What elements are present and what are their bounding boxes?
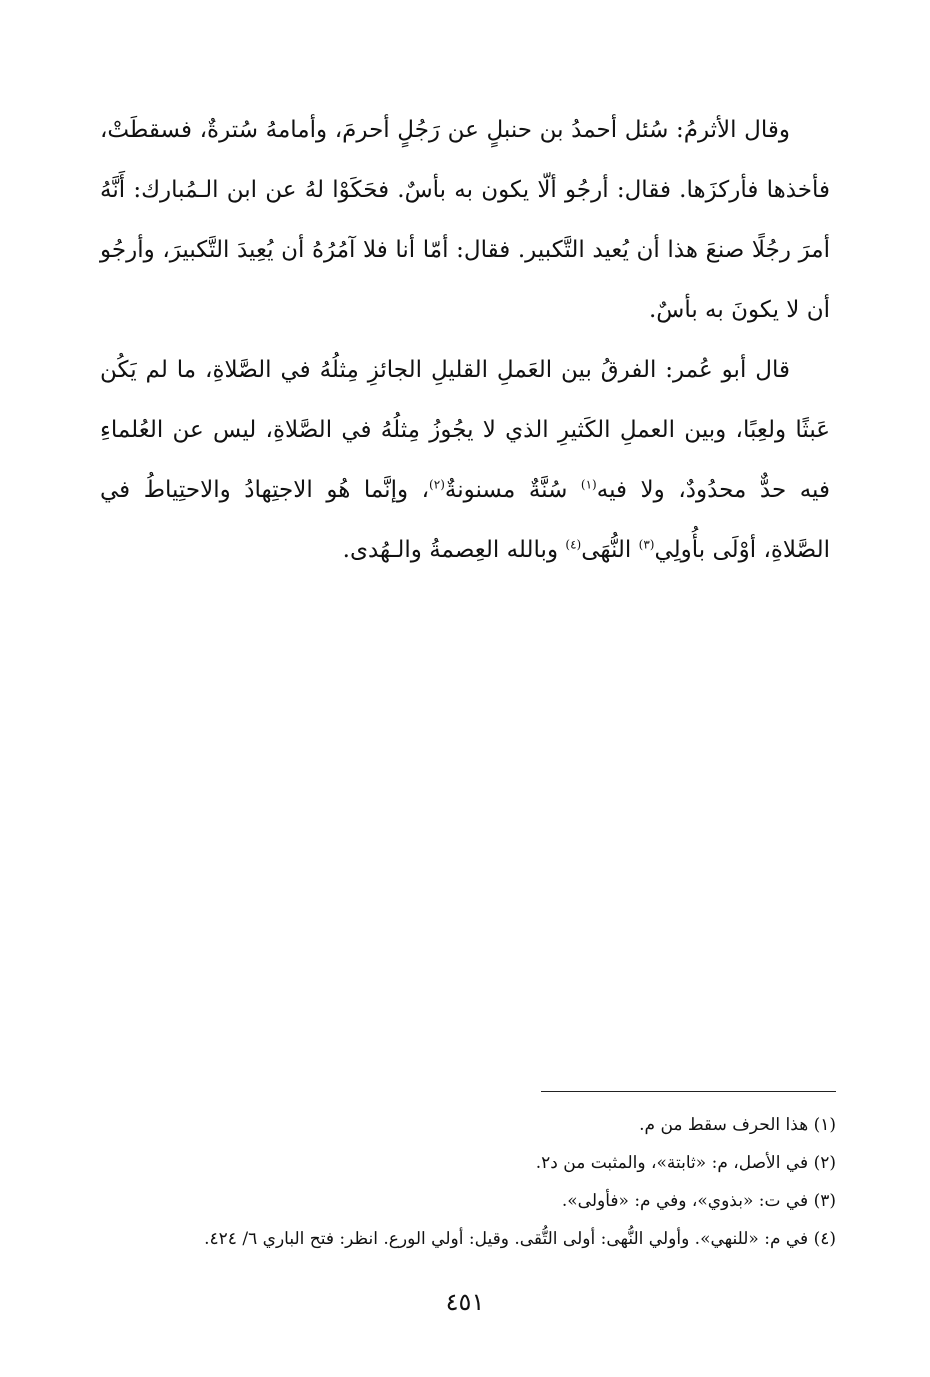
paragraph-abu-umar-text-3: ، وإنَّما هُو الاجتِهادُ والاحتِياطُ في الصَّلاةِ، أوْلَى بأُولِي xyxy=(100,477,830,563)
paragraph-athram xyxy=(100,100,830,340)
footnote-ref-4[interactable]: (٤) xyxy=(565,537,582,552)
footnote-3: (٣) في ت: «بذوي»، وفي م: «فأولى». xyxy=(561,1191,836,1211)
footnote-separator xyxy=(541,1091,836,1092)
paragraph-abu-umar-text-1: قال أبو عُمر: الفرقُ بين العَملِ القليلِ الجائزِ مِثلُهُ في الصَّلاةِ، ما لم يَكُن عَبثًا ولعِبًا، وبين العملِ الكَثيرِ الذي لا يجُوزُ مِثلُهُ في الصَّلاةِ، ليس عن العُلماءِ فيه حدٌّ محدُودٌ، ولا فيه xyxy=(100,357,830,503)
paragraph-athram-text: وقال الأثرمُ: سُئل أحمدُ بن حنبلٍ عن رَجُلٍ أحرمَ، وأمامهُ سُترةٌ، فسقطَتْ، فأخذها فأركزَها. فقال: أرجُو ألّا يكون به بأسٌ. فحَكَوْا لهُ عن ابن الـمُبارك: أَنَّهُ أمرَ رجُلًا صنعَ هذا أن يُعيد التَّكبير. فقال: أمّا أنا فلا آمُرُهُ أن يُعِيدَ التَّكبيرَ، وأرجُو أن لا يكونَ به بأسٌ. xyxy=(100,117,830,323)
paragraph-abu-umar-text-4: النُّهَى xyxy=(581,537,639,563)
main-text xyxy=(100,100,830,580)
footnote-ref-3[interactable]: (٣) xyxy=(638,537,655,552)
paragraph-abu-umar-text-5: وبالله العِصمةُ والـهُدى. xyxy=(342,537,566,563)
paragraph-abu-umar-text-2: سُنَّةٌ مسنونةٌ xyxy=(444,477,581,503)
page-number: ٤٥١ xyxy=(445,1288,485,1316)
paragraph-abu-umar xyxy=(100,340,830,580)
footnote-1: (١) هذا الحرف سقط من م. xyxy=(639,1115,836,1135)
footnote-2: (٢) في الأصل، م: «ثابتة»، والمثبت من د٢. xyxy=(535,1153,836,1173)
footnotes xyxy=(100,1106,836,1258)
footnote-ref-1[interactable]: (١) xyxy=(580,477,597,492)
footnote-4: (٤) في م: «للنهي». وأولي النُّهى: أولى التُّقى. وقيل: أولي الورع. انظر: فتح الباري ٦/ ٤٢٤. xyxy=(204,1229,836,1249)
footnote-ref-2[interactable]: (٢) xyxy=(429,477,445,492)
